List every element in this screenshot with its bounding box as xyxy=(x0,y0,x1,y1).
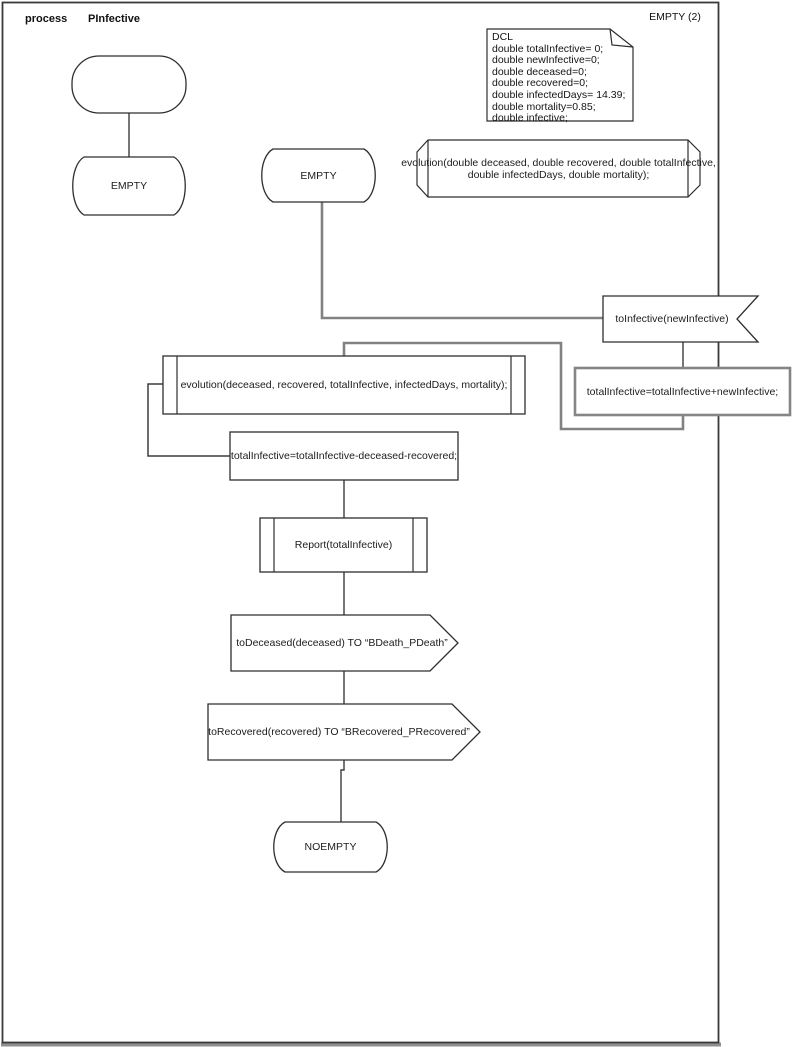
output-torecovered-symbol[interactable] xyxy=(208,704,480,760)
state-empty-main-label: EMPTY xyxy=(300,169,337,182)
procedure-declaration-line2: double infectedDays, double mortality); xyxy=(467,168,650,181)
dcl-line: double recovered=0; xyxy=(492,77,589,90)
output-todeceased-symbol[interactable] xyxy=(231,615,458,671)
procedure-declaration-symbol[interactable] xyxy=(417,140,700,197)
output-todeceased-label: toDeceased(deceased) TO “BDeath_PDeath” xyxy=(236,637,448,649)
dcl-line: double deceased=0; xyxy=(492,65,587,78)
task-subtract-label: totalInfective=totalInfective-deceased-recovered; xyxy=(230,450,458,462)
dcl-text-symbol[interactable] xyxy=(487,29,633,121)
task-add-label: totalInfective=totalInfective+newInfective; xyxy=(586,385,779,398)
dcl-line: double mortality=0.85; xyxy=(492,100,596,113)
input-toinfective-symbol[interactable] xyxy=(603,296,758,342)
start-symbol[interactable] xyxy=(72,56,186,113)
procedure-declaration-line1: evolution(double deceased, double recovered, double totalInfective, xyxy=(401,156,716,169)
output-torecovered-label: toRecovered(recovered) TO “BRecovered_PRecovered” xyxy=(208,726,470,738)
call-evolution-label: evolution(deceased, recovered, totalInfective, infectedDays, mortality); xyxy=(180,379,508,391)
dcl-line: double newInfective=0; xyxy=(492,54,600,67)
task-add-symbol[interactable] xyxy=(575,368,790,415)
state-empty-main[interactable] xyxy=(262,149,376,202)
state-empty-initial[interactable] xyxy=(73,157,186,215)
state-noempty-label: NOEMPTY xyxy=(304,841,357,853)
state-noempty[interactable] xyxy=(274,822,388,872)
dcl-line: double totalInfective= 0; xyxy=(492,42,604,55)
state-empty-initial-label: EMPTY xyxy=(110,180,148,192)
task-subtract-symbol[interactable] xyxy=(230,432,458,480)
input-toinfective-label: toInfective(newInfective) xyxy=(615,313,729,325)
dcl-line: DCL xyxy=(492,31,514,43)
process-name: PInfective xyxy=(88,13,140,25)
call-report-label: Report(totalInfective) xyxy=(294,539,393,551)
process-keyword: process xyxy=(25,13,68,25)
dcl-line: double infective; xyxy=(492,112,568,125)
connector-empty-to-toinfective[interactable] xyxy=(322,202,603,318)
call-report-symbol[interactable] xyxy=(260,518,427,572)
connector-torecovered-to-noempty[interactable] xyxy=(341,760,344,822)
call-evolution-symbol[interactable] xyxy=(163,356,525,414)
page-label: EMPTY (2) xyxy=(649,11,701,23)
dcl-line: double infectedDays= 14.39; xyxy=(492,88,626,101)
